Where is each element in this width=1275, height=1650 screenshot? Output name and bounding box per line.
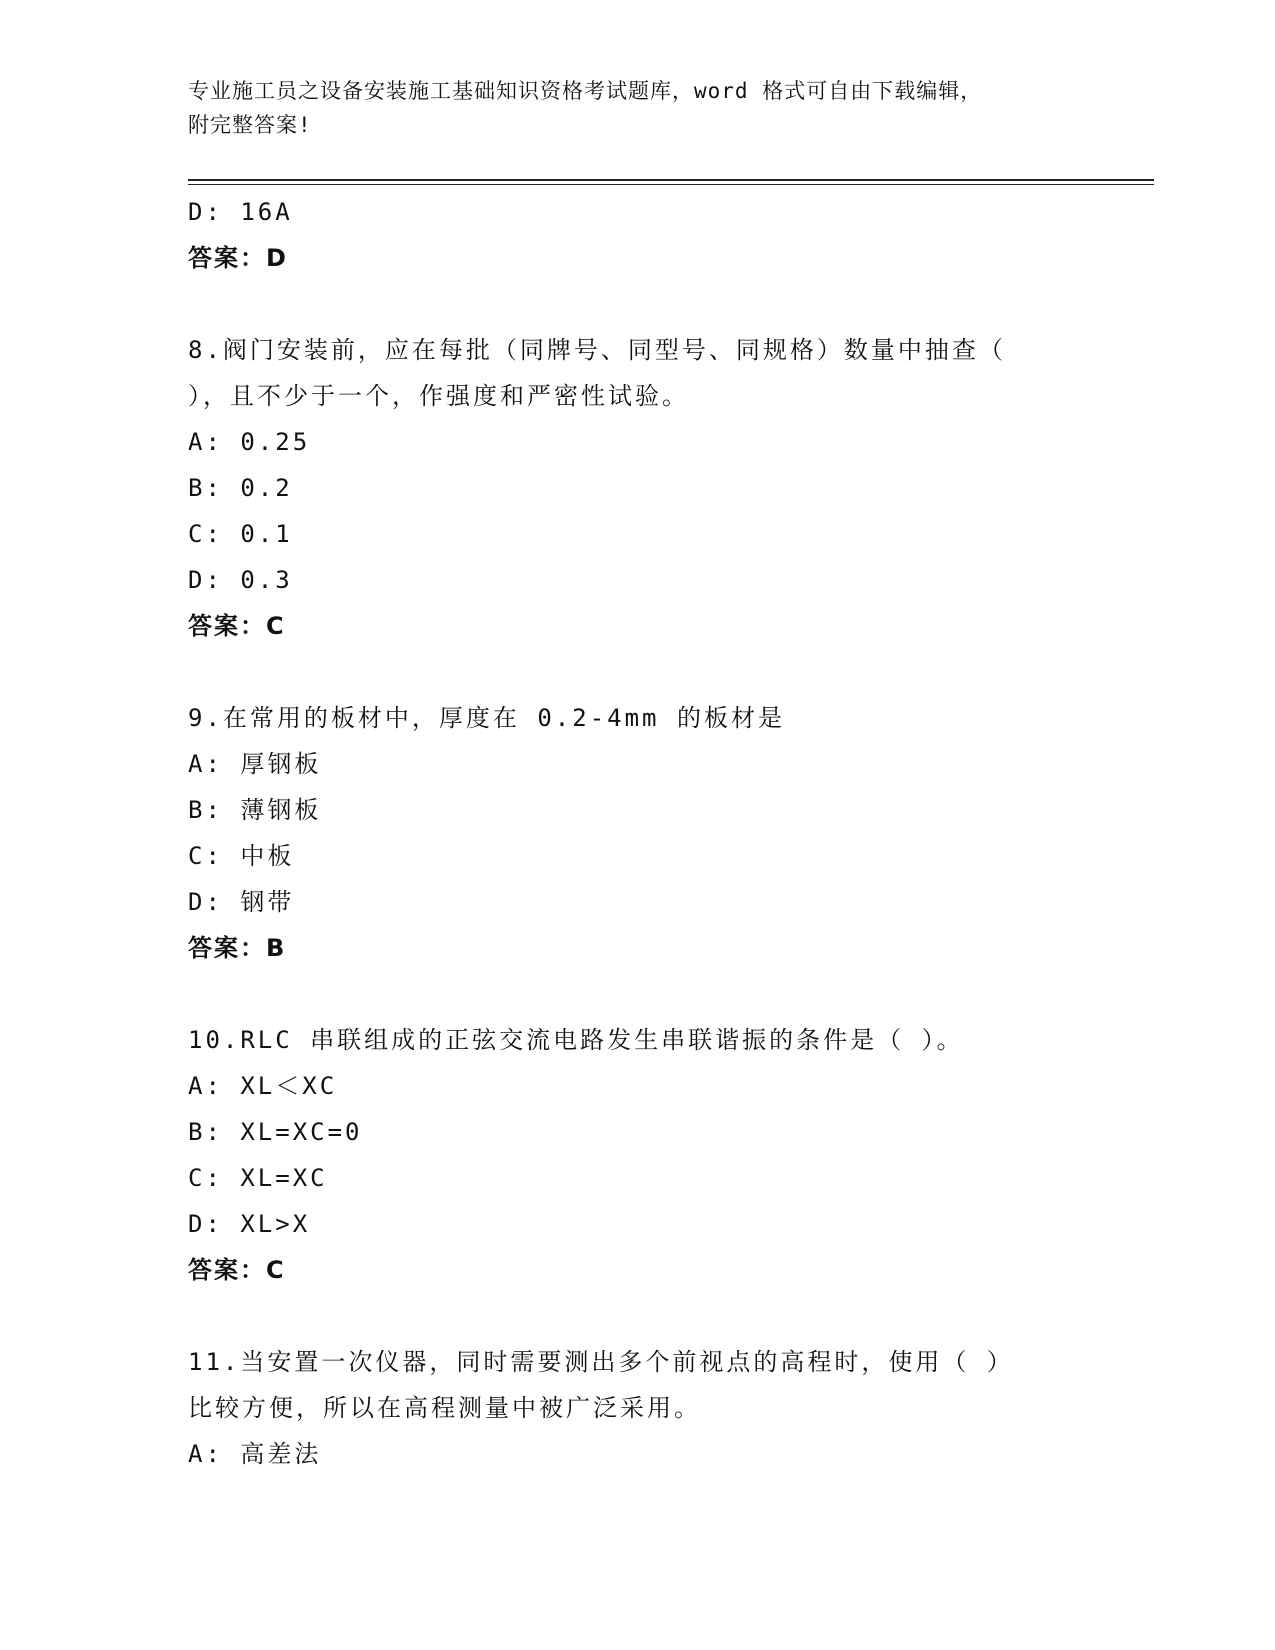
option-d: D: XL>X <box>188 1210 311 1238</box>
question-11 <box>188 1339 1088 1477</box>
option-b: B: 薄钢板 <box>188 796 322 824</box>
header-divider-thin <box>188 184 1154 185</box>
option-d: D: 0.3 <box>188 566 293 594</box>
option-c: C: 0.1 <box>188 520 293 548</box>
option-b: B: 0.2 <box>188 474 293 502</box>
option-c: C: XL=XC <box>188 1164 328 1192</box>
question-stem: 11.当安置一次仪器，同时需要测出多个前视点的高程时，使用（ ） <box>188 1348 1014 1376</box>
answer-label: 答案：D <box>188 244 288 272</box>
header-divider-thick <box>188 179 1154 181</box>
spacer <box>188 649 1088 695</box>
answer-label: 答案：C <box>188 612 286 640</box>
question-10 <box>188 1017 1088 1293</box>
option-a: A: 厚钢板 <box>188 750 322 778</box>
question-9 <box>188 695 1088 971</box>
option-a: A: 高差法 <box>188 1440 322 1468</box>
document-header <box>188 74 1068 142</box>
option-b: B: XL=XC=0 <box>188 1118 363 1146</box>
header-line-2: 附完整答案! <box>188 113 312 137</box>
spacer <box>188 1293 1088 1339</box>
spacer <box>188 281 1088 327</box>
option-a: A: 0.25 <box>188 428 311 456</box>
question-stem-continued: ），且不少于一个，作强度和严密性试验。 <box>188 382 689 410</box>
question-stem: 8.阀门安装前，应在每批（同牌号、同型号、同规格）数量中抽查（ <box>188 336 1006 364</box>
question-8 <box>188 327 1088 649</box>
answer-label: 答案：B <box>188 934 287 962</box>
spacer <box>188 971 1088 1017</box>
option-c: C: 中板 <box>188 842 295 870</box>
option-d: D: 16A <box>188 198 293 226</box>
question-list <box>188 189 1088 1477</box>
option-a: A: XL＜XC <box>188 1072 338 1100</box>
answer-label: 答案：C <box>188 1256 286 1284</box>
option-d: D: 钢带 <box>188 888 295 916</box>
prev-question-tail <box>188 189 1088 281</box>
question-stem: 9.在常用的板材中，厚度在 0.2-4mm 的板材是 <box>188 704 785 732</box>
header-line-1: 专业施工员之设备安装施工基础知识资格考试题库，word 格式可自由下载编辑， <box>188 79 983 103</box>
question-stem: 10.RLC 串联组成的正弦交流电路发生串联谐振的条件是（ ）。 <box>188 1026 964 1054</box>
question-stem-continued: 比较方便，所以在高程测量中被广泛采用。 <box>188 1394 701 1422</box>
